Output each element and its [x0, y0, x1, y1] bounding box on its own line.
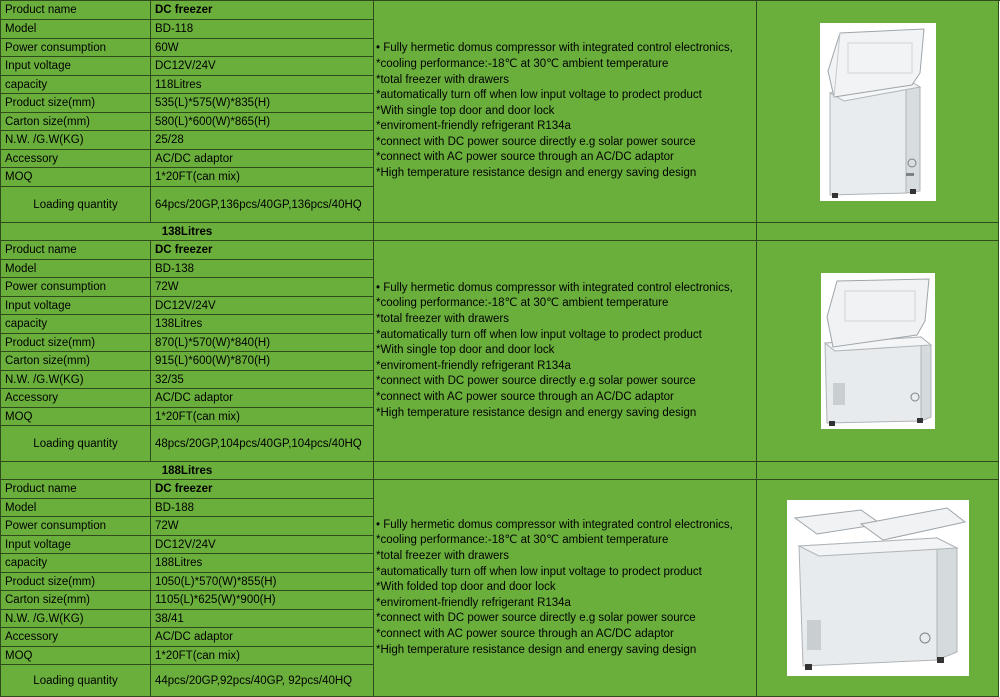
feature-line: *connect with AC power source through an AC/DC adaptor	[376, 390, 674, 403]
feature-line: *connect with AC power source through an AC/DC adaptor	[376, 151, 674, 164]
loading-quantity-value: 64pcs/20GP,136pcs/40GP,136pcs/40HQ	[151, 187, 374, 223]
features-list	[376, 281, 733, 421]
value-cell: 1050(L)*570(W)*855(H)	[151, 573, 374, 591]
value-cell: AC/DC adaptor	[151, 150, 374, 168]
features-cell	[374, 241, 757, 462]
feature-line: *connect with DC power source directly e.g solar power source	[376, 375, 696, 388]
value-cell: 138Litres	[151, 315, 374, 334]
feature-line: *connect with AC power source through an AC/DC adaptor	[376, 627, 674, 640]
label-cell: Carton size(mm)	[1, 352, 151, 371]
value-cell: 72W	[151, 278, 374, 297]
label-cell: Accessory	[1, 150, 151, 168]
header-blank-cell	[374, 223, 757, 241]
loading-quantity-label: Loading quantity	[1, 426, 151, 462]
label-cell: Carton size(mm)	[1, 113, 151, 131]
label-cell: Carton size(mm)	[1, 591, 151, 610]
header-blank-cell	[374, 462, 757, 480]
feature-line: *automatically turn off when low input voltage to prodect product	[376, 89, 702, 102]
features-cell	[374, 1, 757, 223]
loading-quantity-value: 44pcs/20GP,92pcs/40GP, 92pcs/40HQ	[151, 665, 374, 697]
feature-line: *total freezer with drawers	[376, 313, 509, 326]
value-cell: 118Litres	[151, 76, 374, 94]
label-cell: N.W. /G.W(KG)	[1, 610, 151, 628]
product-image-cell	[757, 1, 999, 223]
feature-line: *cooling performance:-18℃ at 30℃ ambient temperature	[376, 297, 669, 310]
value-cell: 535(L)*575(W)*835(H)	[151, 94, 374, 113]
label-cell: Input voltage	[1, 57, 151, 76]
value-cell: 32/35	[151, 371, 374, 389]
value-cell: 580(L)*600(W)*865(H)	[151, 113, 374, 131]
label-cell: Power consumption	[1, 278, 151, 297]
feature-line: • Fully hermetic domus compressor with integrated control electronics,	[376, 42, 733, 55]
label-cell: N.W. /G.W(KG)	[1, 131, 151, 150]
value-cell: 1*20FT(can mix)	[151, 408, 374, 426]
label-cell: Product size(mm)	[1, 334, 151, 352]
features-cell	[374, 480, 757, 697]
label-cell: Power consumption	[1, 517, 151, 536]
label-cell: Input voltage	[1, 297, 151, 315]
label-cell: Product name	[1, 241, 151, 260]
label-cell: capacity	[1, 554, 151, 573]
header-blank-cell	[757, 223, 999, 241]
value-cell: 1*20FT(can mix)	[151, 647, 374, 665]
feature-line: *enviroment-friendly refrigerant R134a	[376, 359, 571, 372]
feature-line: *total freezer with drawers	[376, 550, 509, 563]
value-cell: DC freezer	[151, 241, 374, 260]
product-image-cell	[757, 241, 999, 462]
value-cell: BD-188	[151, 499, 374, 517]
value-cell: DC12V/24V	[151, 57, 374, 76]
label-cell: MOQ	[1, 168, 151, 187]
loading-quantity-label: Loading quantity	[1, 187, 151, 223]
value-cell: 72W	[151, 517, 374, 536]
label-cell: Product size(mm)	[1, 94, 151, 113]
label-cell: Input voltage	[1, 536, 151, 554]
features-list	[376, 41, 733, 181]
label-cell: Model	[1, 260, 151, 278]
feature-line: *High temperature resistance design and energy saving design	[376, 167, 697, 180]
label-cell: N.W. /G.W(KG)	[1, 371, 151, 389]
loading-quantity-label: Loading quantity	[1, 665, 151, 697]
feature-line: *connect with DC power source directly e.g solar power source	[376, 612, 696, 625]
label-cell: MOQ	[1, 408, 151, 426]
features-list	[376, 518, 733, 658]
label-cell: capacity	[1, 315, 151, 334]
loading-quantity-value: 48pcs/20GP,104pcs/40GP,104pcs/40HQ	[151, 426, 374, 462]
value-cell: BD-138	[151, 260, 374, 278]
label-cell: Product name	[1, 480, 151, 499]
label-cell: Accessory	[1, 628, 151, 647]
label-cell: Accessory	[1, 389, 151, 408]
feature-line: *connect with DC power source directly e.g solar power source	[376, 135, 696, 148]
value-cell: DC12V/24V	[151, 536, 374, 554]
value-cell: DC freezer	[151, 480, 374, 499]
capacity-header-188: 188Litres	[1, 462, 374, 480]
label-cell: Power consumption	[1, 39, 151, 57]
label-cell: capacity	[1, 76, 151, 94]
feature-line: *enviroment-friendly refrigerant R134a	[376, 120, 571, 133]
value-cell: 915(L)*600(W)*870(H)	[151, 352, 374, 371]
feature-line: *High temperature resistance design and energy saving design	[376, 643, 697, 656]
value-cell: BD-118	[151, 20, 374, 39]
value-cell: 1105(L)*625(W)*900(H)	[151, 591, 374, 610]
value-cell: AC/DC adaptor	[151, 628, 374, 647]
freezer-118-photo	[820, 23, 936, 201]
feature-line: *With folded top door and door lock	[376, 581, 556, 594]
freezer-188-photo	[787, 500, 969, 676]
value-cell: DC freezer	[151, 1, 374, 20]
value-cell: 25/28	[151, 131, 374, 150]
feature-line: *enviroment-friendly refrigerant R134a	[376, 596, 571, 609]
label-cell: Model	[1, 499, 151, 517]
value-cell: AC/DC adaptor	[151, 389, 374, 408]
label-cell: Product name	[1, 1, 151, 20]
product-image-cell	[757, 480, 999, 697]
feature-line: *With single top door and door lock	[376, 104, 555, 117]
feature-line: *cooling performance:-18℃ at 30℃ ambient temperature	[376, 534, 669, 547]
feature-line: *With single top door and door lock	[376, 344, 555, 357]
label-cell: Product size(mm)	[1, 573, 151, 591]
feature-line: *automatically turn off when low input voltage to prodect product	[376, 328, 702, 341]
value-cell: 870(L)*570(W)*840(H)	[151, 334, 374, 352]
value-cell: DC12V/24V	[151, 297, 374, 315]
feature-line: *High temperature resistance design and energy saving design	[376, 406, 697, 419]
feature-line: *total freezer with drawers	[376, 73, 509, 86]
value-cell: 60W	[151, 39, 374, 57]
capacity-header-138: 138Litres	[1, 223, 374, 241]
feature-line: • Fully hermetic domus compressor with integrated control electronics,	[376, 518, 733, 531]
feature-line: *cooling performance:-18℃ at 30℃ ambient temperature	[376, 57, 669, 70]
value-cell: 188Litres	[151, 554, 374, 573]
value-cell: 38/41	[151, 610, 374, 628]
label-cell: MOQ	[1, 647, 151, 665]
freezer-138-photo	[821, 273, 935, 429]
feature-line: • Fully hermetic domus compressor with integrated control electronics,	[376, 281, 733, 294]
header-blank-cell	[757, 462, 999, 480]
label-cell: Model	[1, 20, 151, 39]
feature-line: *automatically turn off when low input voltage to prodect product	[376, 565, 702, 578]
value-cell: 1*20FT(can mix)	[151, 168, 374, 187]
